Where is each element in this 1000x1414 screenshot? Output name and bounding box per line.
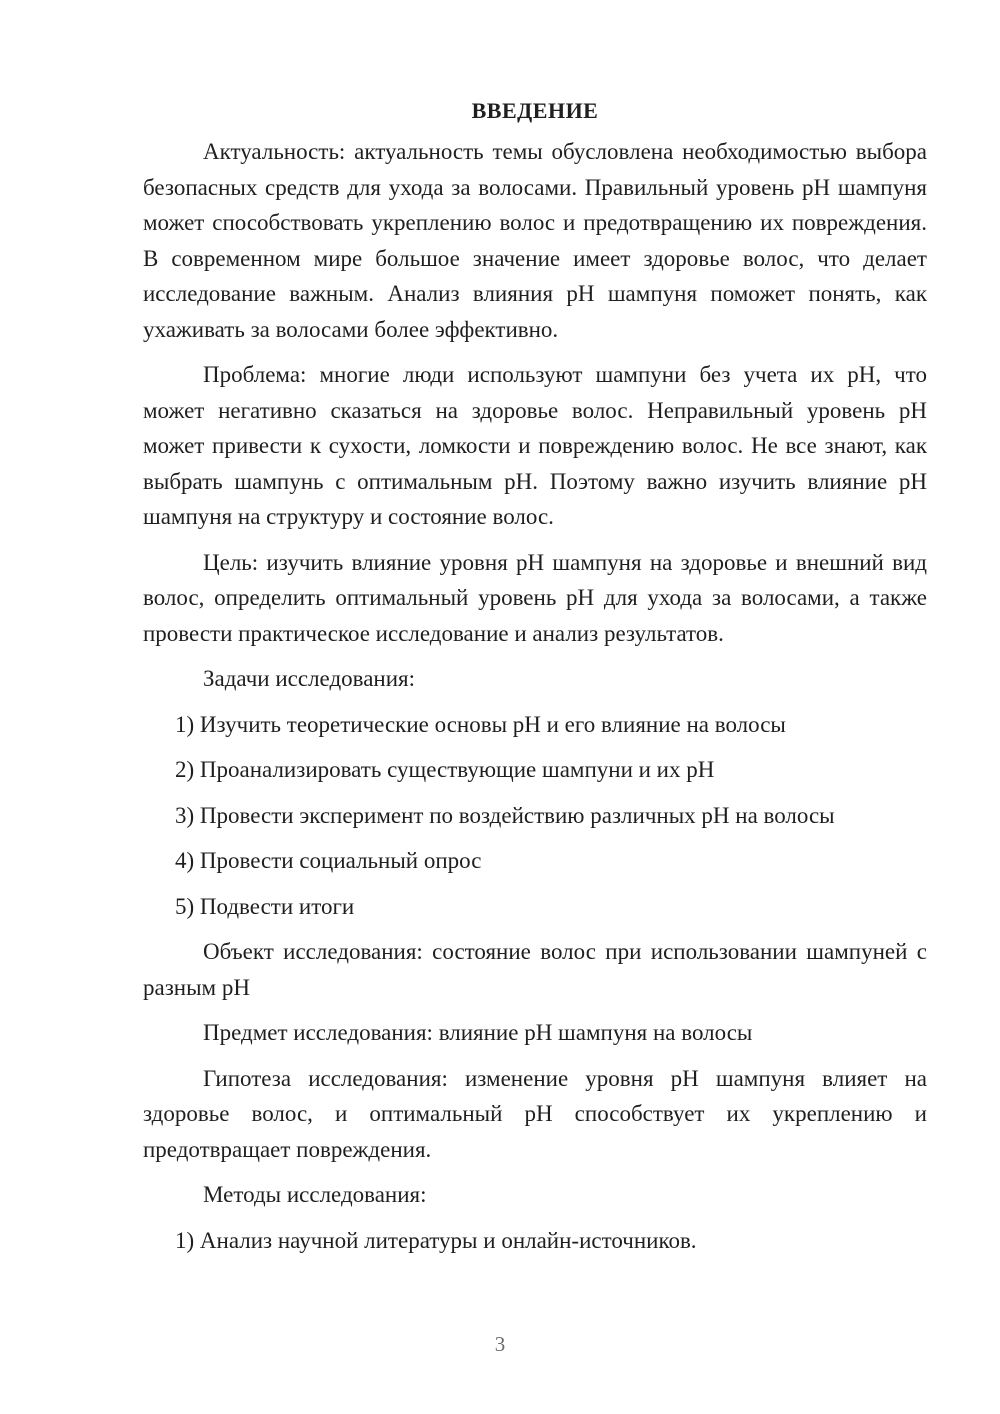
methods-heading: Методы исследования: [203, 1182, 427, 1207]
task-item: 1) Изучить теоретические основы pH и его влияние на волосы [175, 711, 786, 737]
page-content [143, 96, 927, 1268]
task-item: 4) Провести социальный опрос [175, 848, 482, 873]
paragraph-relevance: Актуальность: актуальность темы обусловлена необходимостью выбора безопасных средств для ухода за волосами. Правильный уровень pH шампуня может способствовать укреплению волос и предотвращению их повреждения. В современном мире большое значение имеет здоровье волос, что делает исследование важным. Анализ влияния pH шампуня поможет понять, как ухаживать за волосами более эффективно. [143, 139, 927, 342]
paragraph-subject: Предмет исследования: влияние pH шампуня на волосы [203, 1020, 753, 1045]
section-heading: ВВЕДЕНИЕ [471, 98, 599, 123]
task-item: 2) Проанализировать существующие шампуни и их pH [175, 757, 715, 782]
paragraph-problem: Проблема: многие люди используют шампуни без учета их pH, что может негативно сказаться на здоровье волос. Неправильный уровень pH может привести к сухости, ломкости и повреждению волос. Не все знают, как выбрать шампунь с оптимальным pH. Поэтому важно изучить влияние pH шампуня на структуру и состояние волос. [143, 362, 927, 529]
paragraph-goal: Цель: изучить влияние уровня pH шампуня на здоровье и внешний вид волос, определить оптимальный уровень pH для ухода за волосами, а также провести практическое исследование и анализ результатов. [143, 549, 927, 646]
page-number: 3 [494, 1332, 506, 1356]
task-item: 3) Провести эксперимент по воздействию различных pH на волосы [175, 802, 835, 828]
task-item: 5) Подвести итоги [175, 893, 355, 919]
tasks-heading: Задачи исследования: [203, 666, 416, 691]
paragraph-object: Объект исследования: состояние волос при использовании шампуней с разным pH [143, 939, 927, 1000]
method-item: 1) Анализ научной литературы и онлайн-источников. [175, 1227, 697, 1253]
paragraph-hypothesis: Гипотеза исследования: изменение уровня pH шампуня влияет на здоровье волос, и оптимальный pH способствует их укреплению и предотвращает повреждения. [143, 1065, 927, 1162]
